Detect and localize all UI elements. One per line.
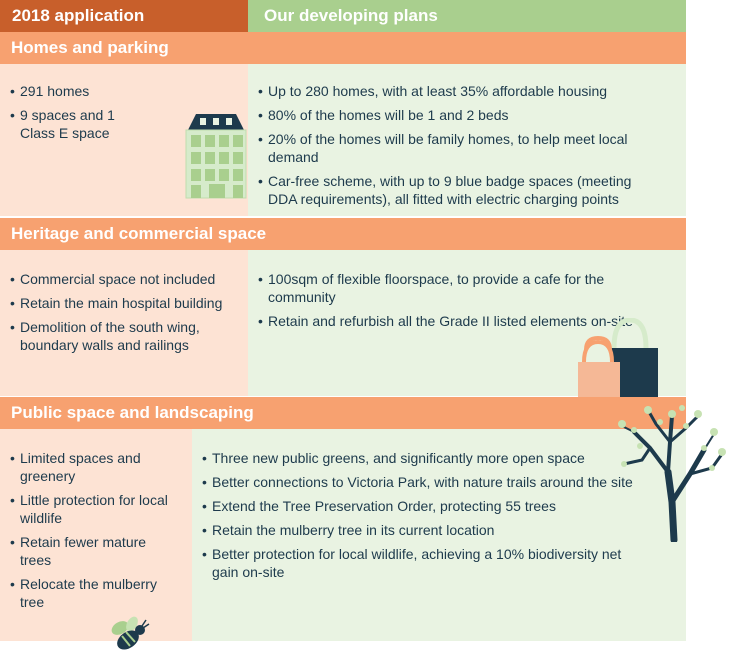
section-title-heritage-commercial: Heritage and commercial space [0, 218, 686, 250]
heritage-2018-panel [0, 250, 248, 396]
list-item: • Demolition of the south wing, boundary walls and railings [10, 318, 235, 354]
list-item: • Better connections to Victoria Park, with nature trails around the site [202, 473, 647, 491]
building-icon [182, 108, 250, 200]
list-item: • Car-free scheme, with up to 9 blue badge spaces (meeting DDA requirements), all fitted with electric charging points [258, 172, 658, 208]
list-item: • Three new public greens, and significantly more open space [202, 449, 647, 467]
list-item: • 9 spaces and 1 Class E space [10, 106, 150, 142]
list-item: • Limited spaces and greenery [10, 449, 175, 485]
list-item: • Retain fewer mature trees [10, 533, 175, 569]
heritage-2018-list [10, 270, 235, 360]
bee-icon [108, 616, 152, 656]
list-item: • Commercial space not included [10, 270, 235, 288]
application-2018-header: 2018 application [0, 0, 248, 32]
list-item: • Relocate the mulberry tree [10, 575, 175, 611]
list-item: • 100sqm of flexible floorspace, to provide a cafe for the community [258, 270, 653, 306]
public-space-2018-panel [0, 429, 192, 641]
list-item: • Retain the mulberry tree in its current location [202, 521, 647, 539]
homes-plans-list [258, 82, 658, 214]
list-item: • Retain and refurbish all the Grade II listed elements on-site [258, 312, 653, 330]
public-space-plans-list [202, 449, 647, 587]
section-title-homes-parking: Homes and parking [0, 32, 686, 64]
list-item: • Retain the main hospital building [10, 294, 235, 312]
list-item: • 20% of the homes will be family homes, to help meet local demand [258, 130, 658, 166]
section-title-public-space: Public space and landscaping [0, 397, 686, 429]
list-item: • 80% of the homes will be 1 and 2 beds [258, 106, 658, 124]
tree-icon [612, 402, 728, 542]
public-space-2018-list [10, 449, 175, 617]
list-item: • Better protection for local wildlife, achieving a 10% biodiversity net gain on-site [202, 545, 647, 581]
shopping-bags-icon [576, 318, 662, 400]
homes-plans-panel [248, 64, 686, 216]
developing-plans-header: Our developing plans [248, 0, 686, 32]
list-item: • Little protection for local wildlife [10, 491, 175, 527]
list-item: • 291 homes [10, 82, 150, 100]
list-item: • Up to 280 homes, with at least 35% affordable housing [258, 82, 658, 100]
list-item: • Extend the Tree Preservation Order, protecting 55 trees [202, 497, 647, 515]
homes-2018-list [10, 82, 150, 148]
